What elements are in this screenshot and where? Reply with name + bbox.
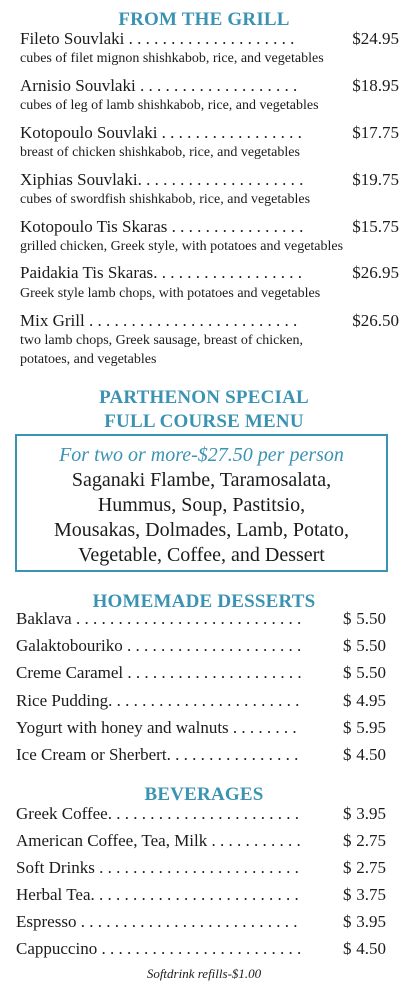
menu-item-fileto-souvlaki: Fileto Souvlaki . . . . . . . . . . . . . . . . . . . . $24.95 (20, 29, 399, 48)
beverage-item: Greek Coffee. . . . . . . . . . . . . . . . . . . . . . . $ 3.95 (16, 804, 386, 823)
dessert-item: Galaktobouriko . . . . . . . . . . . . . . . . . . . . . $ 5.50 (16, 636, 386, 655)
menu-item-kotopoulo-tis-skaras: Kotopoulo Tis Skaras . . . . . . . . . . . . . . . . $15.75 (20, 217, 399, 236)
beverage-item: Soft Drinks . . . . . . . . . . . . . . . . . . . . . . . . $ 2.75 (16, 858, 386, 877)
menu-item-price: $24.95 (352, 29, 399, 48)
menu-item-mix-grill: Mix Grill . . . . . . . . . . . . . . . . . . . . . . . . . $26.50 (20, 311, 399, 330)
beverages-heading: BEVERAGES (144, 784, 264, 805)
menu-item-price: $18.95 (352, 76, 399, 95)
refill-note: Softdrink refills-$1.00 (146, 966, 262, 981)
special-menu-box (15, 434, 388, 572)
dessert-item: Rice Pudding. . . . . . . . . . . . . . . . . . . . . . . $ 4.95 (16, 691, 386, 710)
special-heading: PARTHENON SPECIAL (99, 387, 309, 408)
menu-item-description: two lamb chops, Greek sausage, breast of chicken, (20, 333, 304, 348)
grill-heading: FROM THE GRILL (118, 9, 290, 30)
menu-item-description: cubes of swordfish shishkabob, rice, and vegetables (20, 192, 311, 207)
menu-item-description: grilled chicken, Greek style, with potatoes and vegetables (20, 239, 344, 254)
beverage-item: Espresso . . . . . . . . . . . . . . . . . . . . . . . . . . $ 3.95 (16, 912, 386, 931)
dessert-item: Ice Cream or Sherbert. . . . . . . . . . . . . . . . $ 4.50 (16, 745, 386, 764)
dessert-item: Yogurt with honey and walnuts . . . . . . . . $ 5.95 (16, 718, 386, 737)
dessert-item: Creme Caramel . . . . . . . . . . . . . . . . . . . . . $ 5.50 (16, 663, 386, 682)
menu-item-description: Greek style lamb chops, with potatoes and vegetables (20, 286, 321, 301)
desserts-heading: HOMEMADE DESSERTS (92, 591, 316, 612)
menu-item-price: $17.75 (352, 123, 399, 142)
menu-item-arnisio-souvlaki: Arnisio Souvlaki . . . . . . . . . . . . . . . . . . . $18.95 (20, 76, 399, 95)
special-subheading: FULL COURSE MENU (104, 411, 304, 432)
menu-item-price: $26.95 (352, 263, 399, 282)
menu-item-kotopoulo-souvlaki: Kotopoulo Souvlaki . . . . . . . . . . . . . . . . . $17.75 (20, 123, 399, 142)
menu-item-price: $19.75 (352, 170, 399, 189)
special-item-line: Saganaki Flambe, Taramosalata, (71, 469, 332, 491)
beverage-item: Herbal Tea. . . . . . . . . . . . . . . . . . . . . . . . . $ 3.75 (16, 885, 386, 904)
menu-item-description: cubes of filet mignon shishkabob, rice, and vegetables (20, 51, 324, 66)
special-item-line: Hummus, Soup, Pastitsio, (97, 494, 306, 516)
beverage-item: Cappuccino . . . . . . . . . . . . . . . . . . . . . . . . $ 4.50 (16, 939, 386, 958)
menu-item-xiphias-souvlaki: Xiphias Souvlaki. . . . . . . . . . . . . . . . . . . . $19.75 (20, 170, 399, 189)
menu-item-price: $26.50 (352, 311, 399, 330)
special-item-line: Vegetable, Coffee, and Dessert (78, 544, 325, 566)
beverage-item: American Coffee, Tea, Milk . . . . . . . . . . . $ 2.75 (16, 831, 386, 850)
menu-item-description-continued: potatoes, and vegetables (20, 352, 157, 367)
menu-item-paidakia-tis-skaras: Paidakia Tis Skaras. . . . . . . . . . . . . . . . . . $26.95 (20, 263, 399, 282)
special-price-line: For two or more-$27.50 per person (59, 444, 344, 466)
menu-item-description: cubes of leg of lamb shishkabob, rice, and vegetables (20, 98, 319, 113)
menu-item-price: $15.75 (352, 217, 399, 236)
special-item-line: Mousakas, Dolmades, Lamb, Potato, (54, 519, 349, 541)
dessert-item: Baklava . . . . . . . . . . . . . . . . . . . . . . . . . . . $ 5.50 (16, 609, 386, 628)
menu-item-description: breast of chicken shishkabob, rice, and vegetables (20, 145, 300, 160)
